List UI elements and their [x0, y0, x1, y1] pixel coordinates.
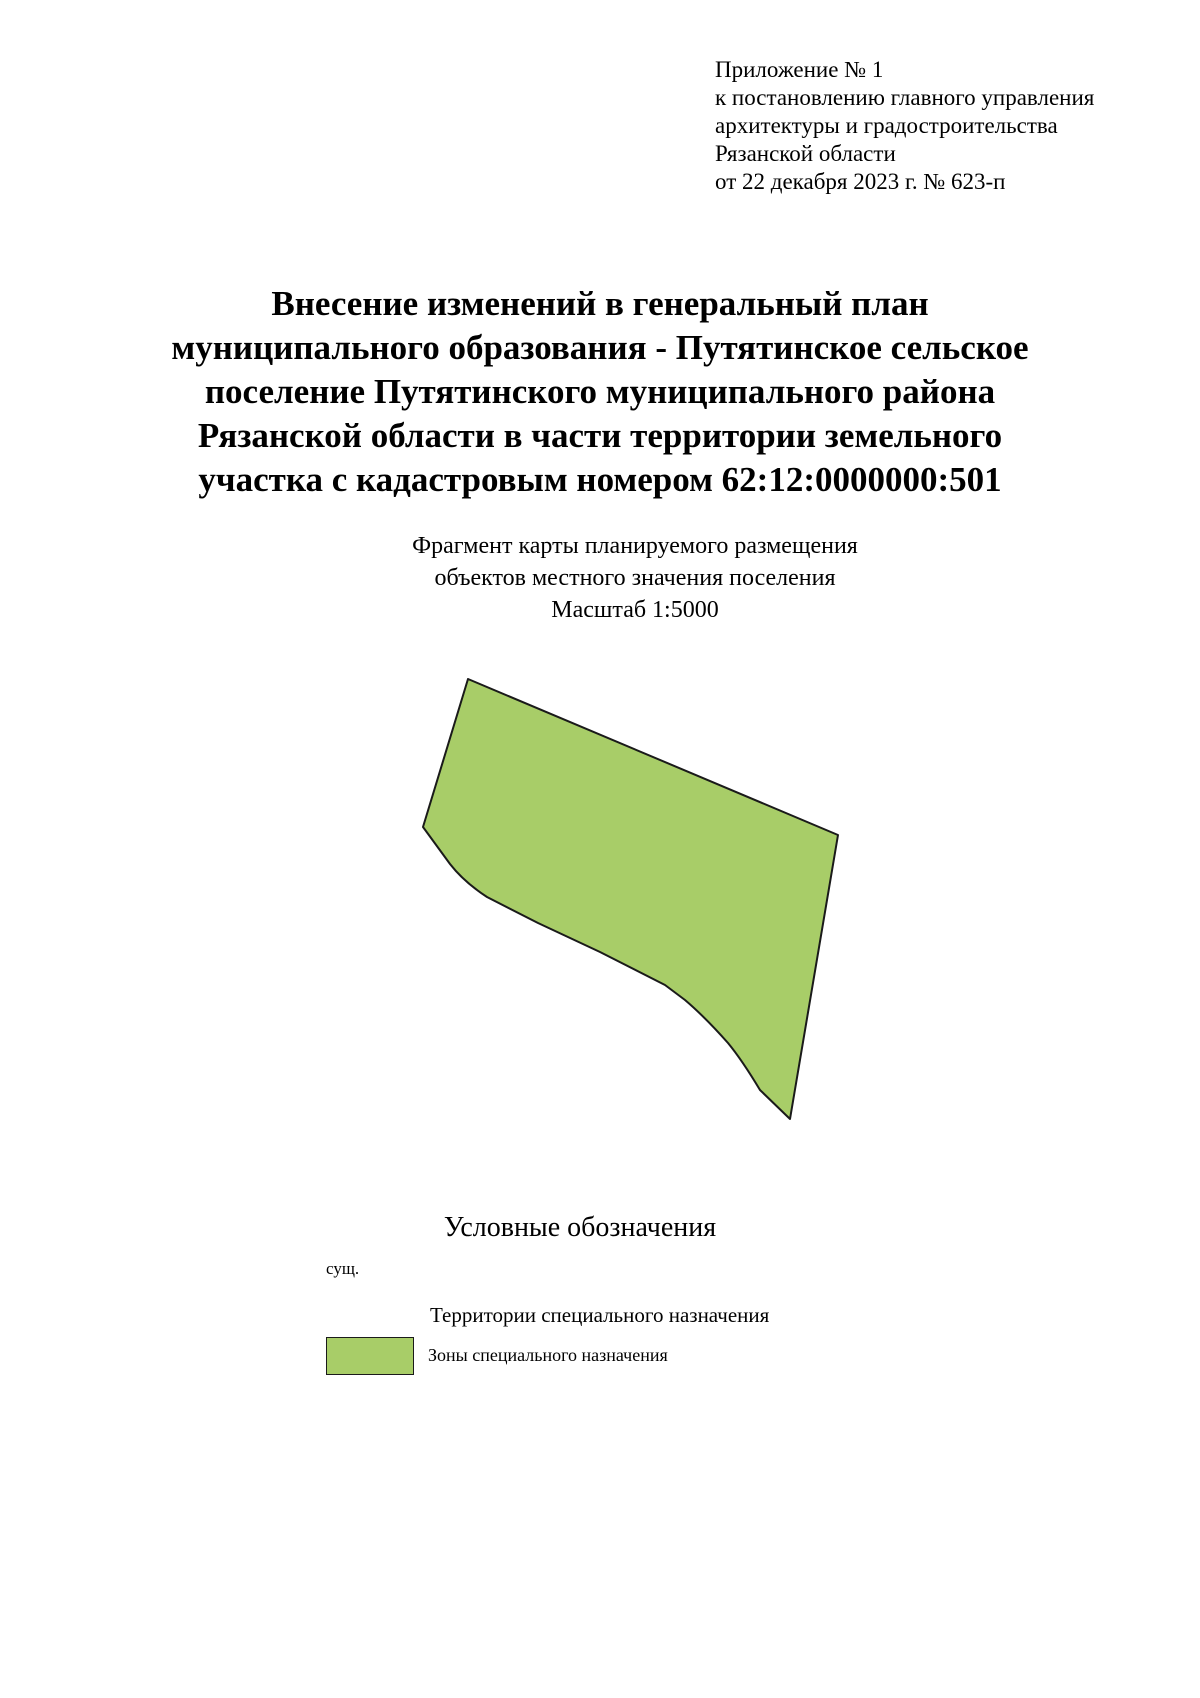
title-line: Рязанской области в части территории земельного	[197, 416, 1003, 455]
legend-existing-label: сущ.	[326, 1259, 360, 1278]
legend-zone-label: Зоны специального назначения	[428, 1345, 668, 1365]
scale-label: Масштаб 1:5000	[551, 597, 719, 623]
subtitle-line: Фрагмент карты планируемого размещения	[412, 533, 858, 559]
annex-line: Рязанской области	[715, 141, 896, 166]
title-line: участка с кадастровым номером 62:12:0000000:501	[198, 460, 1002, 499]
special-purpose-zone-polygon	[423, 679, 838, 1119]
document-title	[0, 282, 1200, 502]
legend-group-label: Территории специального назначения	[430, 1303, 770, 1327]
title-line: муниципального образования - Путятинское сельское	[171, 328, 1029, 367]
legend-title: Условные обозначения	[443, 1212, 717, 1243]
map-subtitle	[0, 530, 1200, 626]
subtitle-line: объектов местного значения поселения	[434, 565, 836, 591]
annex-header	[715, 56, 1094, 196]
annex-line: Приложение № 1	[715, 57, 884, 82]
annex-line: от 22 декабря 2023 г. № 623-п	[715, 169, 1006, 194]
title-line: Внесение изменений в генеральный план	[271, 284, 929, 323]
title-line: поселение Путятинского муниципального района	[204, 372, 996, 411]
annex-line: к постановлению главного управления	[715, 85, 1095, 110]
legend-zone-swatch	[326, 1337, 414, 1375]
annex-line: архитектуры и градостроительства	[715, 113, 1058, 138]
